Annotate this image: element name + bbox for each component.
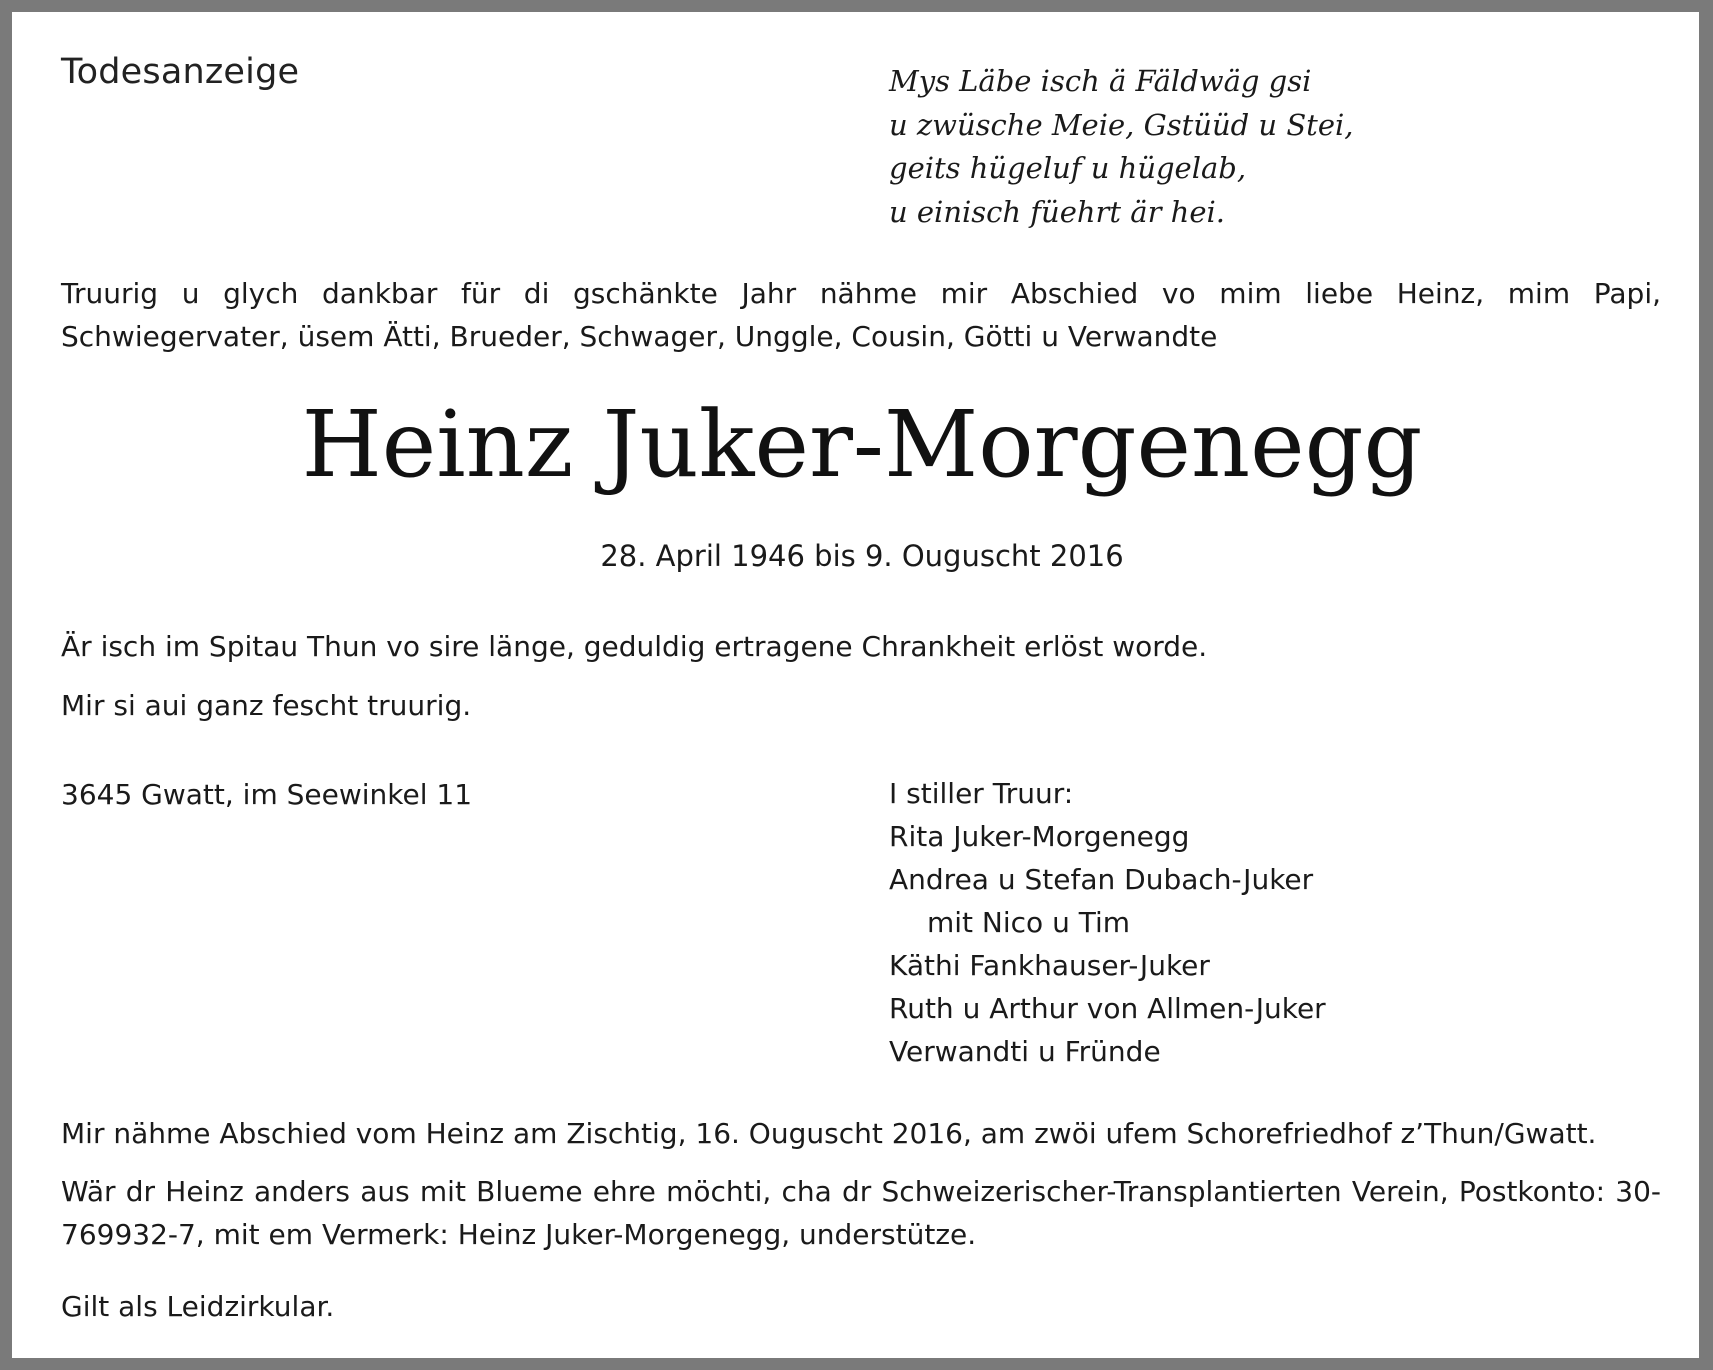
closing-line: Gilt als Leidzirkular. xyxy=(61,1290,335,1323)
mourner-name: Ruth u Arthur von Allmen-Juker xyxy=(889,992,1326,1025)
poem-verse xyxy=(889,60,1354,234)
mourner-name: Käthi Fankhauser-Juker xyxy=(889,949,1210,982)
mourner-name: Rita Juker-Morgenegg xyxy=(889,820,1190,853)
poem-line: u einisch füehrt är hei. xyxy=(889,194,1225,229)
notice-heading: Todesanzeige xyxy=(61,52,300,92)
deceased-name: Heinz Juker-Morgenegg xyxy=(301,391,1423,498)
mourners-heading: I stiller Truur: xyxy=(889,777,1074,810)
intro-paragraph: Truurig u glych dankbar für di gschänkte Jahr nähme mir Abschied vo mim liebe Heinz, mim Papi, Schwiegervater, üsem Ätti, Brueder, Schwager, Unggle, Cousin, Götti u Verwandte xyxy=(61,277,1661,353)
donation-paragraph: Wär dr Heinz anders aus mit Blueme ehre möchti, cha dr Schweizerischer-Transplantierten Verein, Postkonto: 30-769932-7, mit em Vermerk: Heinz Juker-Morgenegg, understütze. xyxy=(61,1175,1661,1251)
family-address: 3645 Gwatt, im Seewinkel 11 xyxy=(61,778,473,811)
funeral-paragraph: Mir nähme Abschied vom Heinz am Zischtig, 16. Ouguscht 2016, am zwöi ufem Schorefriedhof z’Thun/Gwatt. xyxy=(61,1117,1597,1150)
mourners-list xyxy=(889,772,1326,1073)
sadness-paragraph: Mir si aui ganz fescht truurig. xyxy=(61,689,472,722)
poem-line: geits hügeluf u hügelab, xyxy=(889,151,1247,185)
mourner-name: Andrea u Stefan Dubach-Juker xyxy=(889,863,1314,896)
illness-paragraph: Är isch im Spitau Thun vo sire länge, geduldig ertragene Chrankheit erlöst worde. xyxy=(61,630,1208,663)
poem-line: Mys Läbe isch ä Fäldwäg gsi xyxy=(889,64,1312,98)
poem-line: u zwüsche Meie, Gstüüd u Stei, xyxy=(889,107,1354,142)
mourner-name: mit Nico u Tim xyxy=(927,906,1131,939)
mourner-name: Verwandti u Fründe xyxy=(889,1035,1161,1068)
obituary-notice xyxy=(12,12,1699,1358)
life-dates: 28. April 1946 bis 9. Ouguscht 2016 xyxy=(600,539,1124,573)
